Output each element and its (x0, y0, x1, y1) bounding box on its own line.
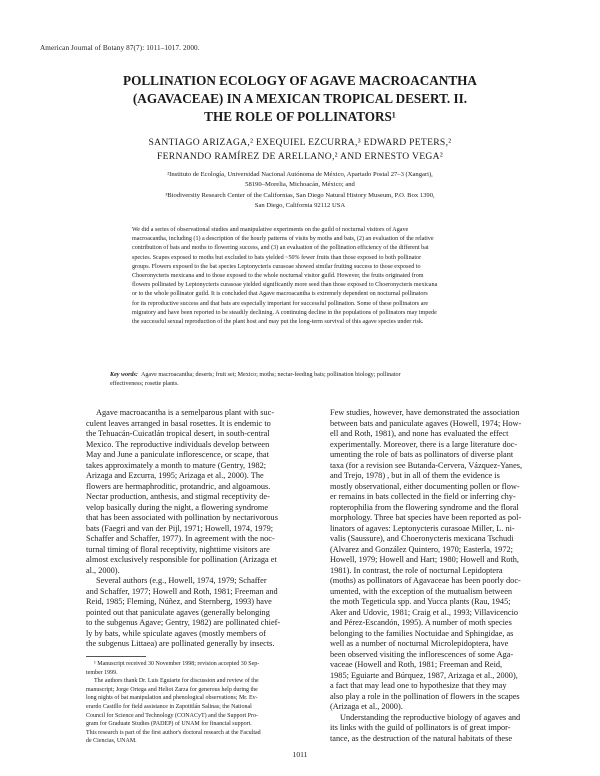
body-line: and Pérez-Escandón, 1995). A number of moth species (330, 618, 512, 627)
body-line: mostly observational, either documenting pollen or flow- (330, 481, 520, 491)
body-column-left (86, 408, 318, 650)
body-line: Arizaga and Ezcurra, 1995; Arizaga et al., 2000). The (86, 471, 264, 480)
affiliation-line: ³Biodiversity Research Center of the Californias, San Diego Natural History Museum, P.O. Box 1390, (165, 191, 435, 199)
body-line: (Arizaga et al., 2000). (330, 702, 403, 711)
body-line: experimentally. Moreover, there is a large literature doc- (330, 439, 518, 449)
abstract-line: contribution of bats and moths to flowering success, and (3) an evaluation of the pollination efficiency of the different bat (132, 245, 429, 252)
body-line: (Alvarez and González Quintero, 1970; Easterla, 1972; (330, 544, 513, 554)
body-line: that has been associated with pollination by nectarivorous (86, 513, 278, 522)
body-line: umenting the role of bats as pollinators of diverse plant (330, 450, 514, 459)
body-line: been observed visiting the inflorescences of some Aga- (330, 649, 514, 659)
footnote-line: ¹ Manuscript received 30 November 1998; revision accepted 30 Sep- (94, 661, 260, 667)
body-line: and Schaffer, 1977; Howell and Roth, 1981; Freeman and (86, 586, 278, 596)
body-line: Nectar production, anthesis, and stigmal receptivity de- (86, 492, 270, 501)
abstract-line: for its reproductive success and that bats are especially important for successful pollination. Some of these pollinators are (132, 300, 429, 307)
body-line: its links with the guild of pollinators is of great impor- (330, 723, 511, 732)
author-line-2: FERNANDO RAMÍREZ DE ARELLANO,² AND ERNESTO VEGA² (156, 151, 444, 162)
body-line: Aker and Udovic, 1981; Craig et al., 1993; Villavicencio (330, 607, 519, 617)
body-line: 1985; Eguiarte and Búrquez, 1987, Arizaga et al., 2000), (330, 670, 518, 680)
title-line-3: THE ROLE OF POLLINATORS¹ (204, 109, 396, 124)
footnote-line: The authors thank Dr. Luis Eguiarte for discussion and review of the (94, 678, 259, 685)
footnote-line: This research is part of the first author's doctoral research at the Facultad (86, 729, 261, 736)
body-line: belonging to the families Noctuidae and Sphingidae, as (330, 628, 514, 638)
footnote-line: erardo Castillo for field assistance in Zapotitlán Salinas; the National (86, 703, 252, 710)
body-line: Schaffer and Schaffer, 1977). In agreement with the noc- (86, 534, 275, 543)
body-line: Agave macroacantha is a semelparous plant with suc- (96, 408, 275, 417)
body-line: al., 2000). (86, 565, 120, 575)
title-line-2: (AGAVACEAE) IN A MEXICAN TROPICAL DESERT. II. (132, 91, 468, 106)
body-line: 1981). In contrast, the role of nocturnal Lepidoptera (330, 565, 503, 575)
body-line: the moth Tegeticula spp. and Yucca plants (Rau, 1945; (330, 597, 511, 606)
body-line: ropterophilia from the flowering syndrome and the floral (330, 502, 519, 512)
footnote-line: long nights of bat manipulation and phenological observations; Mr. Ev- (86, 695, 258, 702)
keywords-heading: Key words: (110, 372, 138, 378)
abstract-line: Choeronycteris mexicana and to those exposed to the whole nocturnal visitor guild. However, the fruits originated from (132, 273, 424, 280)
affiliations (0, 170, 600, 212)
abstract-line: species. Scapes exposed to moths but excluded to bats yielded ~50% fewer fruits than those exposed to both pollinator (132, 254, 422, 261)
affiliation-line: 58190–Morelia, Michoacán, México; and (245, 181, 355, 189)
body-line: Reid, 1985; Fleming, Núñez, and Sternberg, 1993) have (86, 597, 272, 606)
page-number: 1011 (292, 750, 308, 759)
body-line: valis (Saussure), and Choeronycteris mexicana Tschudi (330, 534, 514, 543)
body-line: Few studies, however, have demonstrated the association (330, 408, 520, 417)
footnote-line: manuscript; Jorge Ortega and Heliot Zarza for generous help during the (86, 686, 258, 693)
body-line: tance, as the destruction of the natural habitats of these (330, 733, 513, 743)
abstract-line: migratory and have been reported to be steadily declining. A continuing decline in the populations of pollinators may impede (132, 309, 437, 316)
abstract-line: the successful sexual reproduction of the plant host and may put the long-term survival of this agave species under risk. (132, 319, 424, 326)
body-line: velop basically during the night, a flowering syndrome (86, 502, 269, 512)
footnotes (86, 660, 318, 746)
body-line: Mexico. The reproductive individuals develop between (86, 439, 270, 449)
abstract-line: We did a series of observational studies and manipulative experiments on the guild of nocturnal visitors of Agave (132, 227, 409, 233)
abstract-line: groups. Flowers exposed to the bat species Leptonycteris curasoae showed similar fruiting success to those exposed to (132, 263, 421, 270)
body-line: takes approximately a month to mature (Gentry, 1982; (86, 460, 267, 470)
journal-header: American Journal of Botany 87(7): 1011–1017. 2000. (40, 44, 200, 52)
body-line: and Trejo, 1978) , but in all of them the evidence is (330, 471, 500, 480)
abstract-line: or to the whole pollinator guild. It is concluded that Agave macroacantha is extremely dependent on nocturnal pollinators (132, 291, 428, 298)
footnote-line: de Ciencias, UNAM. (86, 738, 137, 745)
affiliation-line: San Diego, California 92112 USA (254, 202, 346, 210)
abstract-line: macroacantha, including (1) a description of the hourly patterns of visits by moths and bats, (2) an evaluation of the relative (132, 236, 434, 243)
body-line: Understanding the reproductive biology of agaves and (340, 712, 521, 722)
body-line: also play a role in the pollination of flowers in the scapes (330, 691, 520, 701)
title-line-1: POLLINATION ECOLOGY OF AGAVE MACROACANTHA (123, 73, 477, 88)
body-line: (moths) as pollinators of Agavaceae has been poorly doc- (330, 576, 521, 585)
body-line: the subgenus Littaea) are pollinated generally by insects. (86, 639, 275, 648)
body-line: bats (Faegri and van der Pijl, 1971; Howell, 1974, 1979; (86, 523, 274, 533)
body-line: taxa (for a revision see Butanda-Cervera, Vázquez-Yanes, (330, 460, 523, 470)
abstract (132, 226, 522, 327)
body-column-right (330, 408, 562, 744)
body-line: between bats and paniculate agaves (Howell, 1974; How- (330, 418, 522, 428)
body-line: the Tehuacán-Cuicatlán tropical desert, in south-central (86, 429, 270, 438)
body-line: linators of agaves: Leptonycteris curasoae Miller, L. ni- (330, 523, 515, 533)
body-line: a fact that may lead one to hypothesize that they may (330, 681, 507, 690)
body-line: Howell, 1979; Howell and Hart; 1980; Howell and Roth, (330, 555, 519, 564)
author-line-1: SANTIAGO ARIZAGA,² EXEQUIEL EZCURRA,³ EDWARD PETERS,² (148, 137, 452, 148)
body-line: vaceae (Howell and Roth, 1981; Freeman and Reid, (330, 660, 503, 669)
body-line: almost exclusively responsible for pollination (Arizaga et (86, 555, 277, 564)
abstract-line: flowers pollinated by Leptonycteris curasoae yielded significantly more seed than those exposed to Choeronycteris mexicana (132, 282, 438, 289)
body-line: pointed out that paniculate agaves (generally belonging (86, 607, 270, 617)
keywords-text: Agave macroacantha; deserts; fruit set; Mexico; moths; nectar-feeding bats; pollination biology; pollinator (140, 372, 401, 378)
body-line: turnal timing of floral receptivity, nighttime visitors are (86, 544, 270, 554)
body-line: culent leaves arranged in basal rosettes. It is endemic to (86, 418, 271, 428)
body-line: well as a number of nocturnal Microlepidoptera, have (330, 639, 509, 648)
footnote-line: Council for Science and Technology (CONACyT) and the Support Pro- (86, 712, 258, 719)
body-line: er remains in bats collected in the field or inferring chy- (330, 492, 516, 501)
affiliation-line: ²Instituto de Ecología, Universidad Nacional Autónoma de México, Apartado Postal 27–3 (Xangari), (167, 171, 433, 178)
body-line: morphology. Three bat species have been reported as pol- (330, 513, 522, 522)
footnote-line: gram for Graduate Studies (PADEP) of UNAM for financial support. (86, 721, 252, 728)
body-line: Several authors (e.g., Howell, 1974, 1979; Schaffer (96, 576, 267, 585)
author-list (0, 136, 600, 164)
keywords-line (110, 371, 510, 380)
footnote-line: tember 1999. (86, 669, 118, 676)
body-line: ell and Roth, 1981), and none has evaluated the effect (330, 429, 509, 438)
body-line: to the subgenus Agave; Gentry, 1982) are pollinated chief- (86, 618, 281, 627)
body-line: flowers are hermaphroditic, protandric, and algoamous. (86, 481, 271, 491)
body-line: ly by bats, while spiculate agaves (mostly members of (86, 628, 266, 638)
footnote-divider (86, 656, 146, 657)
body-line: May and June a paniculate inflorescence, or scape, that (86, 450, 269, 459)
keywords-line: effectiveness; rosette plants. (110, 381, 179, 388)
keywords (110, 371, 510, 389)
body-line: umented, with the exception of the mutualism between (330, 586, 513, 596)
article-title (0, 72, 600, 126)
